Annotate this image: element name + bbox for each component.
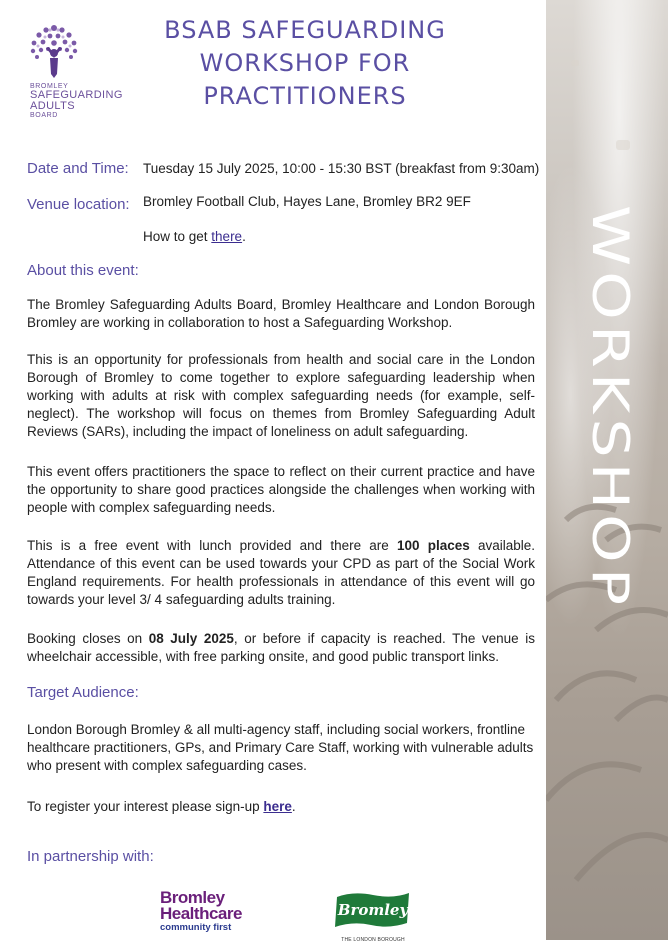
bh-line-3: community first	[160, 922, 232, 933]
bromley-healthcare-logo	[160, 890, 270, 934]
partners-heading: In partnership with:	[27, 848, 154, 865]
tree-person-icon	[24, 20, 84, 84]
places-text-b: available. Attendance of this event can be used towards your CPD as part of the Social Work England requirements. For health professionals in attendance of this event will go towards your level 3/ 4 safeguarding adults training.	[27, 538, 535, 607]
date-label: Date and Time:	[27, 160, 129, 177]
places-count: 100 places	[397, 538, 470, 553]
audience-heading: Target Audience:	[27, 684, 139, 701]
date-value: Tuesday 15 July 2025, 10:00 - 15:30 BST (breakfast from 9:30am)	[143, 161, 540, 176]
audience-text: London Borough Bromley & all multi-agency staff, including social workers, frontline healthcare practitioners, GPs, and Primary Care Staff, working with vulnerable adults who present with complex safeguarding cases.	[27, 722, 534, 773]
places-text-a: This is a free event with lunch provided and there are	[27, 538, 398, 553]
about-paragraph-4	[27, 537, 535, 609]
directions-prefix: How to get	[143, 229, 212, 244]
bh-line-1: Bromley	[160, 888, 225, 907]
booking-text-b: , or before if capacity is reached. The venue is wheelchair accessible, with free parking onsite, and good public transport links.	[27, 631, 535, 664]
directions-link[interactable]: there	[211, 229, 243, 244]
workshop-vertical-word	[579, 205, 639, 615]
council-subtitle: THE LONDON BOROUGH	[341, 937, 405, 943]
booking-text-a: Booking closes on	[27, 631, 149, 646]
logo-line-2: SAFEGUARDING	[30, 89, 123, 101]
workshop-word: WORKSHOP	[581, 205, 639, 533]
bromley-council-badge-icon	[333, 889, 413, 931]
venue-label: Venue location:	[27, 196, 130, 213]
side-photo-panel	[546, 0, 668, 940]
workshop-vertical-svg	[579, 205, 639, 615]
about-paragraph-3: This event offers practitioners the space to reflect on their current practice and have the opportunity to share good practices alongside the challenges when working with people with complex safeguarding needs.	[27, 464, 535, 515]
register-link[interactable]: here	[263, 799, 292, 814]
register-line	[27, 798, 535, 816]
bromley-council-logo	[333, 889, 413, 943]
about-paragraph-2: This is an opportunity for professionals from health and social care in the London Borough of Bromley to come together to explore safeguarding leadership when working with adults at risk with complex safeguarding needs (for example, self-neglect). The workshop will focus on themes from Bromley Safeguarding Adult Reviews (SARs), including the impact of loneliness on adult safeguarding.	[27, 352, 535, 439]
logo-line-1: BROMLEY	[30, 83, 69, 90]
about-heading: About this event:	[27, 262, 139, 279]
title-line-2: WORKSHOP FOR	[199, 49, 411, 77]
title-line-1: BSAB SAFEGUARDING	[164, 16, 446, 44]
directions-line	[143, 229, 246, 244]
about-paragraph-5	[27, 630, 535, 666]
logo-line-4: BOARD	[30, 112, 58, 119]
register-prefix: To register your interest please sign-up	[27, 799, 264, 814]
title-line-3: PRACTITIONERS	[203, 82, 407, 110]
directions-suffix: .	[242, 229, 246, 244]
booking-close-date: 08 July 2025	[148, 631, 234, 646]
council-name: Bromley	[337, 901, 409, 919]
logo-text	[30, 83, 140, 119]
bh-line-2: Healthcare	[160, 904, 242, 923]
register-suffix: .	[291, 799, 296, 814]
logo-line-3: ADULTS	[30, 100, 75, 112]
about-paragraph-1: The Bromley Safeguarding Adults Board, Bromley Healthcare and London Borough Bromley are working in collaboration to host a Safeguarding Workshop.	[27, 297, 535, 330]
page-title	[140, 14, 470, 113]
venue-value: Bromley Football Club, Hayes Lane, Bromley BR2 9EF	[143, 194, 471, 209]
